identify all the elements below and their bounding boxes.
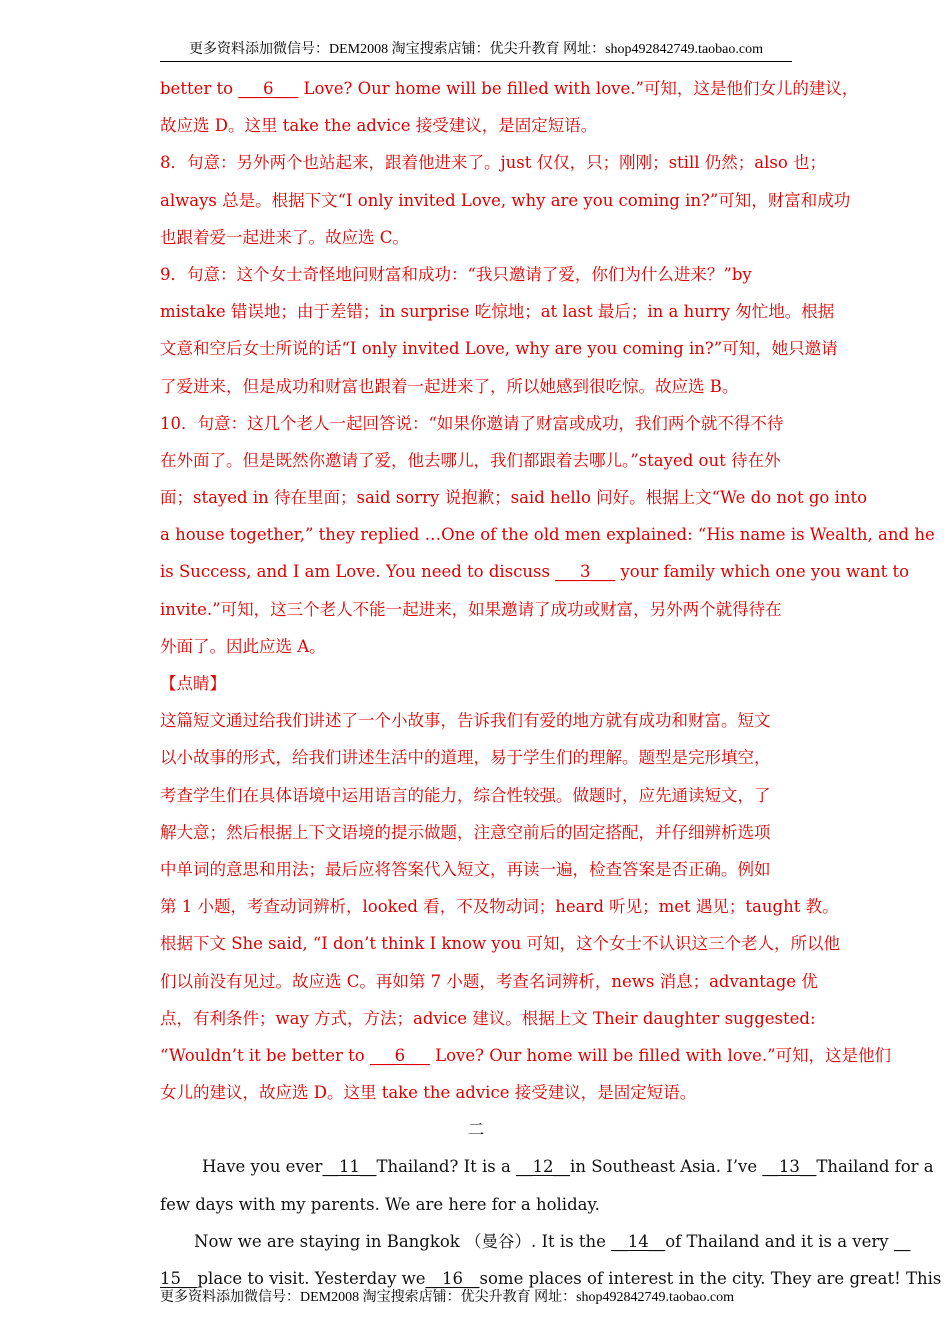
text-segment: few days with my parents. We are here for a holiday. (160, 1194, 600, 1214)
blank-answer: __11__ (322, 1157, 377, 1177)
text-segment: 了爱进来，但是成功和财富也跟着一起进来了，所以她感到很吃惊。故应选 B。 (160, 376, 739, 396)
text-segment: 8．句意：另外两个也站起来，跟着他进来了。just 仅仅，只；刚刚；still 仍然；also 也； (160, 153, 827, 173)
page-footer: 更多资料添加微信号：DEM2008 淘宝搜索店铺：优尖升教育 网址：shop492842749.taobao.com (160, 1290, 734, 1305)
text-segment: 面；stayed in 待在里面；said sorry 说抱歉；said hello 问好。根据上文“We do not go into (160, 488, 868, 508)
text-segment: 点，有利条件；way 方式，方法；advice 建议。根据上文 Their daughter suggested: (160, 1008, 816, 1028)
text-line (160, 70, 859, 107)
text-segment: 【点睛】 (160, 674, 226, 693)
text-line (160, 1037, 892, 1074)
text-line (160, 219, 792, 256)
text-line (160, 1148, 934, 1185)
text-line (160, 628, 792, 665)
text-line (160, 107, 792, 144)
blank-answer: __12__ (516, 1157, 571, 1177)
text-segment: 解大意；然后根据上下文语境的提示做题，注意空前后的固定搭配，并仔细辨析选项 (160, 822, 771, 842)
text-line (160, 479, 868, 516)
text-segment: 这篇短文通过给我们讲述了一个小故事，告诉我们有爱的地方就有成功和财富。短文 (160, 711, 771, 731)
text-segment: mistake 错误地；由于差错；in surprise 吃惊地；at last 最后；in a hurry 匆忙地。根据 (160, 302, 835, 322)
text-line (160, 1223, 911, 1260)
text-segment: some places of interest in the city. They are great! This (479, 1269, 942, 1288)
blank-answer: ___6___ (238, 79, 299, 98)
text-line (160, 405, 792, 442)
text-line (160, 256, 792, 293)
text-segment: Love? Our home will be filled with love.”可知，这是他们女儿的建议， (298, 79, 859, 98)
text-segment: 第 1 小题，考查动词辨析，looked 看，不及物动词；heard 听见；met 遇见；taught 教。 (160, 897, 839, 917)
text-segment: 故应选 D。这里 take the advice 接受建议，是固定短语。 (160, 116, 598, 136)
blank-answer: ___3___ (555, 562, 616, 582)
text-line (160, 1186, 792, 1223)
text-line (160, 1000, 816, 1037)
text-segment: Thailand? It is a (376, 1157, 517, 1177)
text-segment: in Southeast Asia. I’ve (570, 1157, 763, 1177)
text-segment: 根据下文 She said, “I don’t think I know you 可知，这个女士不认识这三个老人，所以他 (160, 934, 840, 954)
text-segment: always 总是。根据下文“I only invited Love, why are you coming in?”可知，财富和成功 (160, 190, 851, 210)
text-line (160, 888, 839, 925)
text-line (160, 591, 792, 628)
document-body (160, 70, 942, 1297)
blank-answer: 15__ (160, 1269, 198, 1288)
text-segment: 二 (467, 1120, 485, 1140)
blank-answer: __ (893, 1231, 911, 1251)
text-line (160, 553, 910, 590)
text-segment: 中单词的意思和用法；最后应将答案代入短文，再读一遍，检查答案是否正确。例如 (160, 859, 771, 879)
text-segment: invite.”可知，这三个老人不能一起进来，如果邀请了成功或财富，另外两个就得待在 (160, 599, 782, 619)
page-header: 更多资料添加微信号：DEM2008 淘宝搜索店铺：优尖升教育 网址：shop492842749.taobao.com (160, 38, 792, 62)
text-segment: of Thailand and it is a very (665, 1231, 894, 1251)
text-line (160, 1111, 792, 1148)
text-segment: Now we are staying in Bangkok （曼谷）. It is the (194, 1231, 612, 1251)
text-line (160, 293, 835, 330)
text-segment: Love? Our home will be filled with love.”可知，这是他们 (429, 1045, 892, 1065)
text-segment: 也跟着爱一起进来了。故应选 C。 (160, 227, 409, 247)
text-segment: 9．句意：这个女士奇怪地问财富和成功：“我只邀请了爱，你们为什么进来？”by (160, 264, 752, 284)
blank-answer: __13__ (762, 1157, 817, 1177)
text-segment: Thailand for a (816, 1157, 934, 1177)
text-segment: place to visit. Yesterday we (197, 1269, 426, 1288)
text-line (160, 963, 818, 1000)
text-line (160, 144, 827, 181)
text-line (160, 330, 838, 367)
blank-answer: __16__ (425, 1269, 480, 1288)
text-line (160, 516, 935, 553)
blank-answer: ___6___ (369, 1045, 430, 1065)
text-segment: 女儿的建议，故应选 D。这里 take the advice 接受建议，是固定短语。 (160, 1083, 697, 1103)
text-line (160, 665, 792, 702)
text-line (160, 814, 792, 851)
text-line (160, 1074, 792, 1111)
text-segment: 以小故事的形式，给我们讲述生活中的道理，易于学生们的理解。题型是完形填空， (160, 748, 771, 768)
blank-answer: __14__ (611, 1231, 666, 1251)
text-line (160, 851, 792, 888)
text-segment: 在外面了。但是既然你邀请了爱，他去哪儿，我们都跟着去哪儿。”stayed out 待在外 (160, 450, 781, 470)
text-line (160, 182, 851, 219)
text-segment: 考查学生们在具体语境中运用语言的能力，综合性较强。做题时，应先通读短文，了 (160, 785, 771, 805)
text-segment: is Success, and I am Love. You need to discuss (160, 562, 556, 582)
text-line (160, 777, 792, 814)
text-line (160, 442, 792, 479)
text-segment: 10．句意：这几个老人一起回答说：“如果你邀请了财富或成功，我们两个就不得不待 (160, 413, 784, 433)
text-line (160, 739, 792, 776)
text-segment: “Wouldn’t it be better to (160, 1045, 370, 1065)
text-segment: 们以前没有见过。故应选 C。再如第 7 小题，考查名词辨析，news 消息；advantage 优 (160, 971, 818, 991)
text-segment: 文意和空后女士所说的话“I only invited Love, why are you coming in?”可知，她只邀请 (160, 339, 838, 359)
text-segment: a house together,” they replied …One of the old men explained: “His name is Wealth, and he (160, 525, 935, 545)
text-segment: better to (160, 79, 239, 98)
text-line (160, 702, 792, 739)
text-line (160, 368, 792, 405)
text-segment: 外面了。因此应选 A。 (160, 636, 326, 656)
text-segment: Have you ever (202, 1157, 323, 1177)
text-line (160, 925, 840, 962)
text-segment: your family which one you want to (615, 562, 910, 582)
